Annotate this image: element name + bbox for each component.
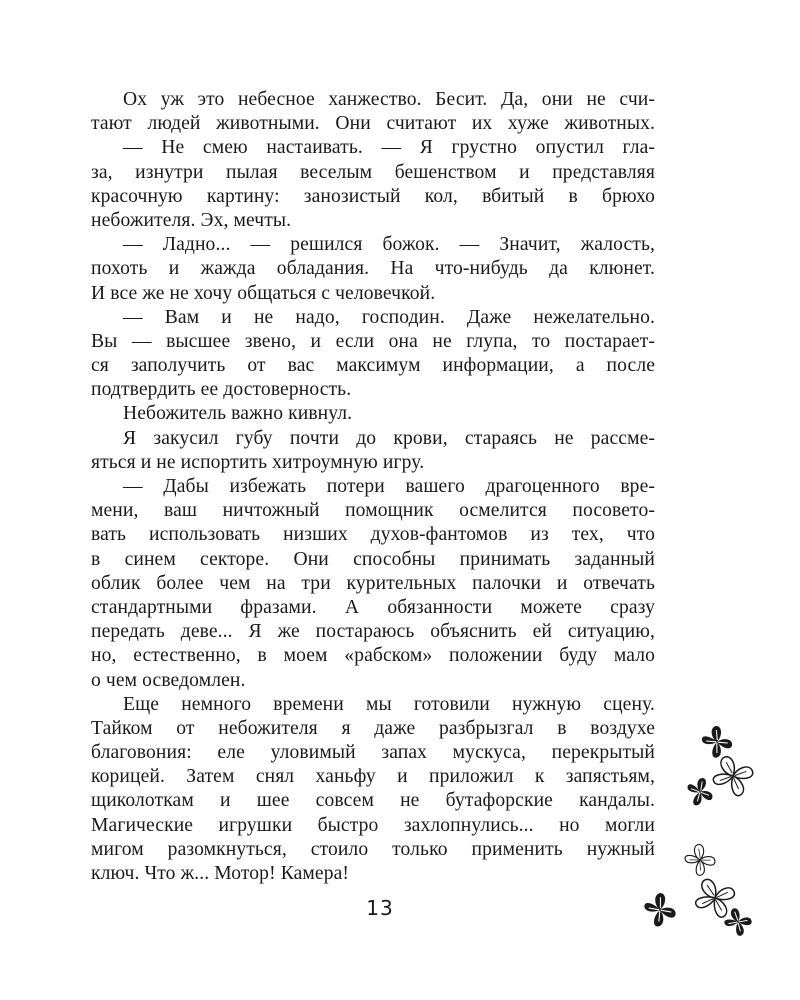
text-line: облик более чем на три курительных палочки и отвечать xyxy=(91,572,655,594)
text-line: о чем осведомлен. xyxy=(91,669,246,691)
text-line: вать использовать низших духов-фантомов из тех, что xyxy=(91,524,655,546)
text-line: за, изнутри пылая веселым бешенством и представляя xyxy=(91,161,655,183)
text-line: И все же не хочу общаться с человечкой. xyxy=(91,282,436,304)
text-line: похоть и жажда обладания. На что-нибудь да клюнет. xyxy=(91,258,655,280)
text-line: — Дабы избежать потери вашего драгоценного вре- xyxy=(123,476,655,497)
text-line: Магические игрушки быстро захлопнулись... но могли xyxy=(91,814,655,836)
text-line: мигом разомкнуться, стоило только применить нужный xyxy=(91,838,655,860)
text-line: — Вам и не надо, господин. Даже нежелательно. xyxy=(123,306,655,328)
text-line: благовония: еле уловимый запах мускуса, перекрытый xyxy=(91,742,655,764)
text-line: Небожитель важно кивнул. xyxy=(123,403,353,425)
text-line: красочную картину: занозистый кол, вбитый в брюхо xyxy=(91,185,655,207)
page-number: 13 xyxy=(366,896,394,920)
text-line: корицей. Затем снял ханьфу и приложил к запястьям, xyxy=(91,766,655,788)
text-line: Тайком от небожителя я даже разбрызгал в воздухе xyxy=(91,717,655,739)
text-line: в синем секторе. Они способны принимать заданный xyxy=(91,548,655,570)
text-line: ключ. Что ж... Мотор! Камера! xyxy=(91,863,350,884)
text-line: Ох уж это небесное ханжество. Бесит. Да, они не счи- xyxy=(123,89,655,110)
text-line: ся заполучить от вас максимум информации, а после xyxy=(91,355,655,377)
text-line: Вы — высшее звено, и если она не глупа, то постарает- xyxy=(91,330,655,352)
body-text xyxy=(91,88,655,886)
text-line: стандартными фразами. А обязанности можете сразу xyxy=(91,596,655,618)
flowers-decoration xyxy=(630,720,760,940)
text-line: — Не смею настаивать. — Я грустно опустил гла- xyxy=(123,137,655,159)
text-line: мени, ваш ничтожный помощник осмелится посовето- xyxy=(91,500,655,522)
text-line: подтвердить ее достоверность. xyxy=(91,379,352,401)
text-line: но, естественно, в моем «рабском» положении буду мало xyxy=(91,645,655,667)
text-line: Еще немного времени мы готовили нужную сцену. xyxy=(123,693,655,715)
text-line: щиколоткам и шее совсем не бутафорские кандалы. xyxy=(91,790,655,812)
text-line: яться и не испортить хитроумную игру. xyxy=(91,451,425,473)
text-line: небожителя. Эх, мечты. xyxy=(91,209,292,231)
text-line: тают людей животными. Они считают их хуже животных. xyxy=(91,113,655,135)
text-line: Я закусил губу почти до крови, стараясь не рассме- xyxy=(123,427,655,449)
text-line: — Ладно... — решился божок. — Значит, жалость, xyxy=(123,234,655,256)
text-line: передать деве... Я же постараюсь объяснить ей ситуацию, xyxy=(91,621,655,643)
